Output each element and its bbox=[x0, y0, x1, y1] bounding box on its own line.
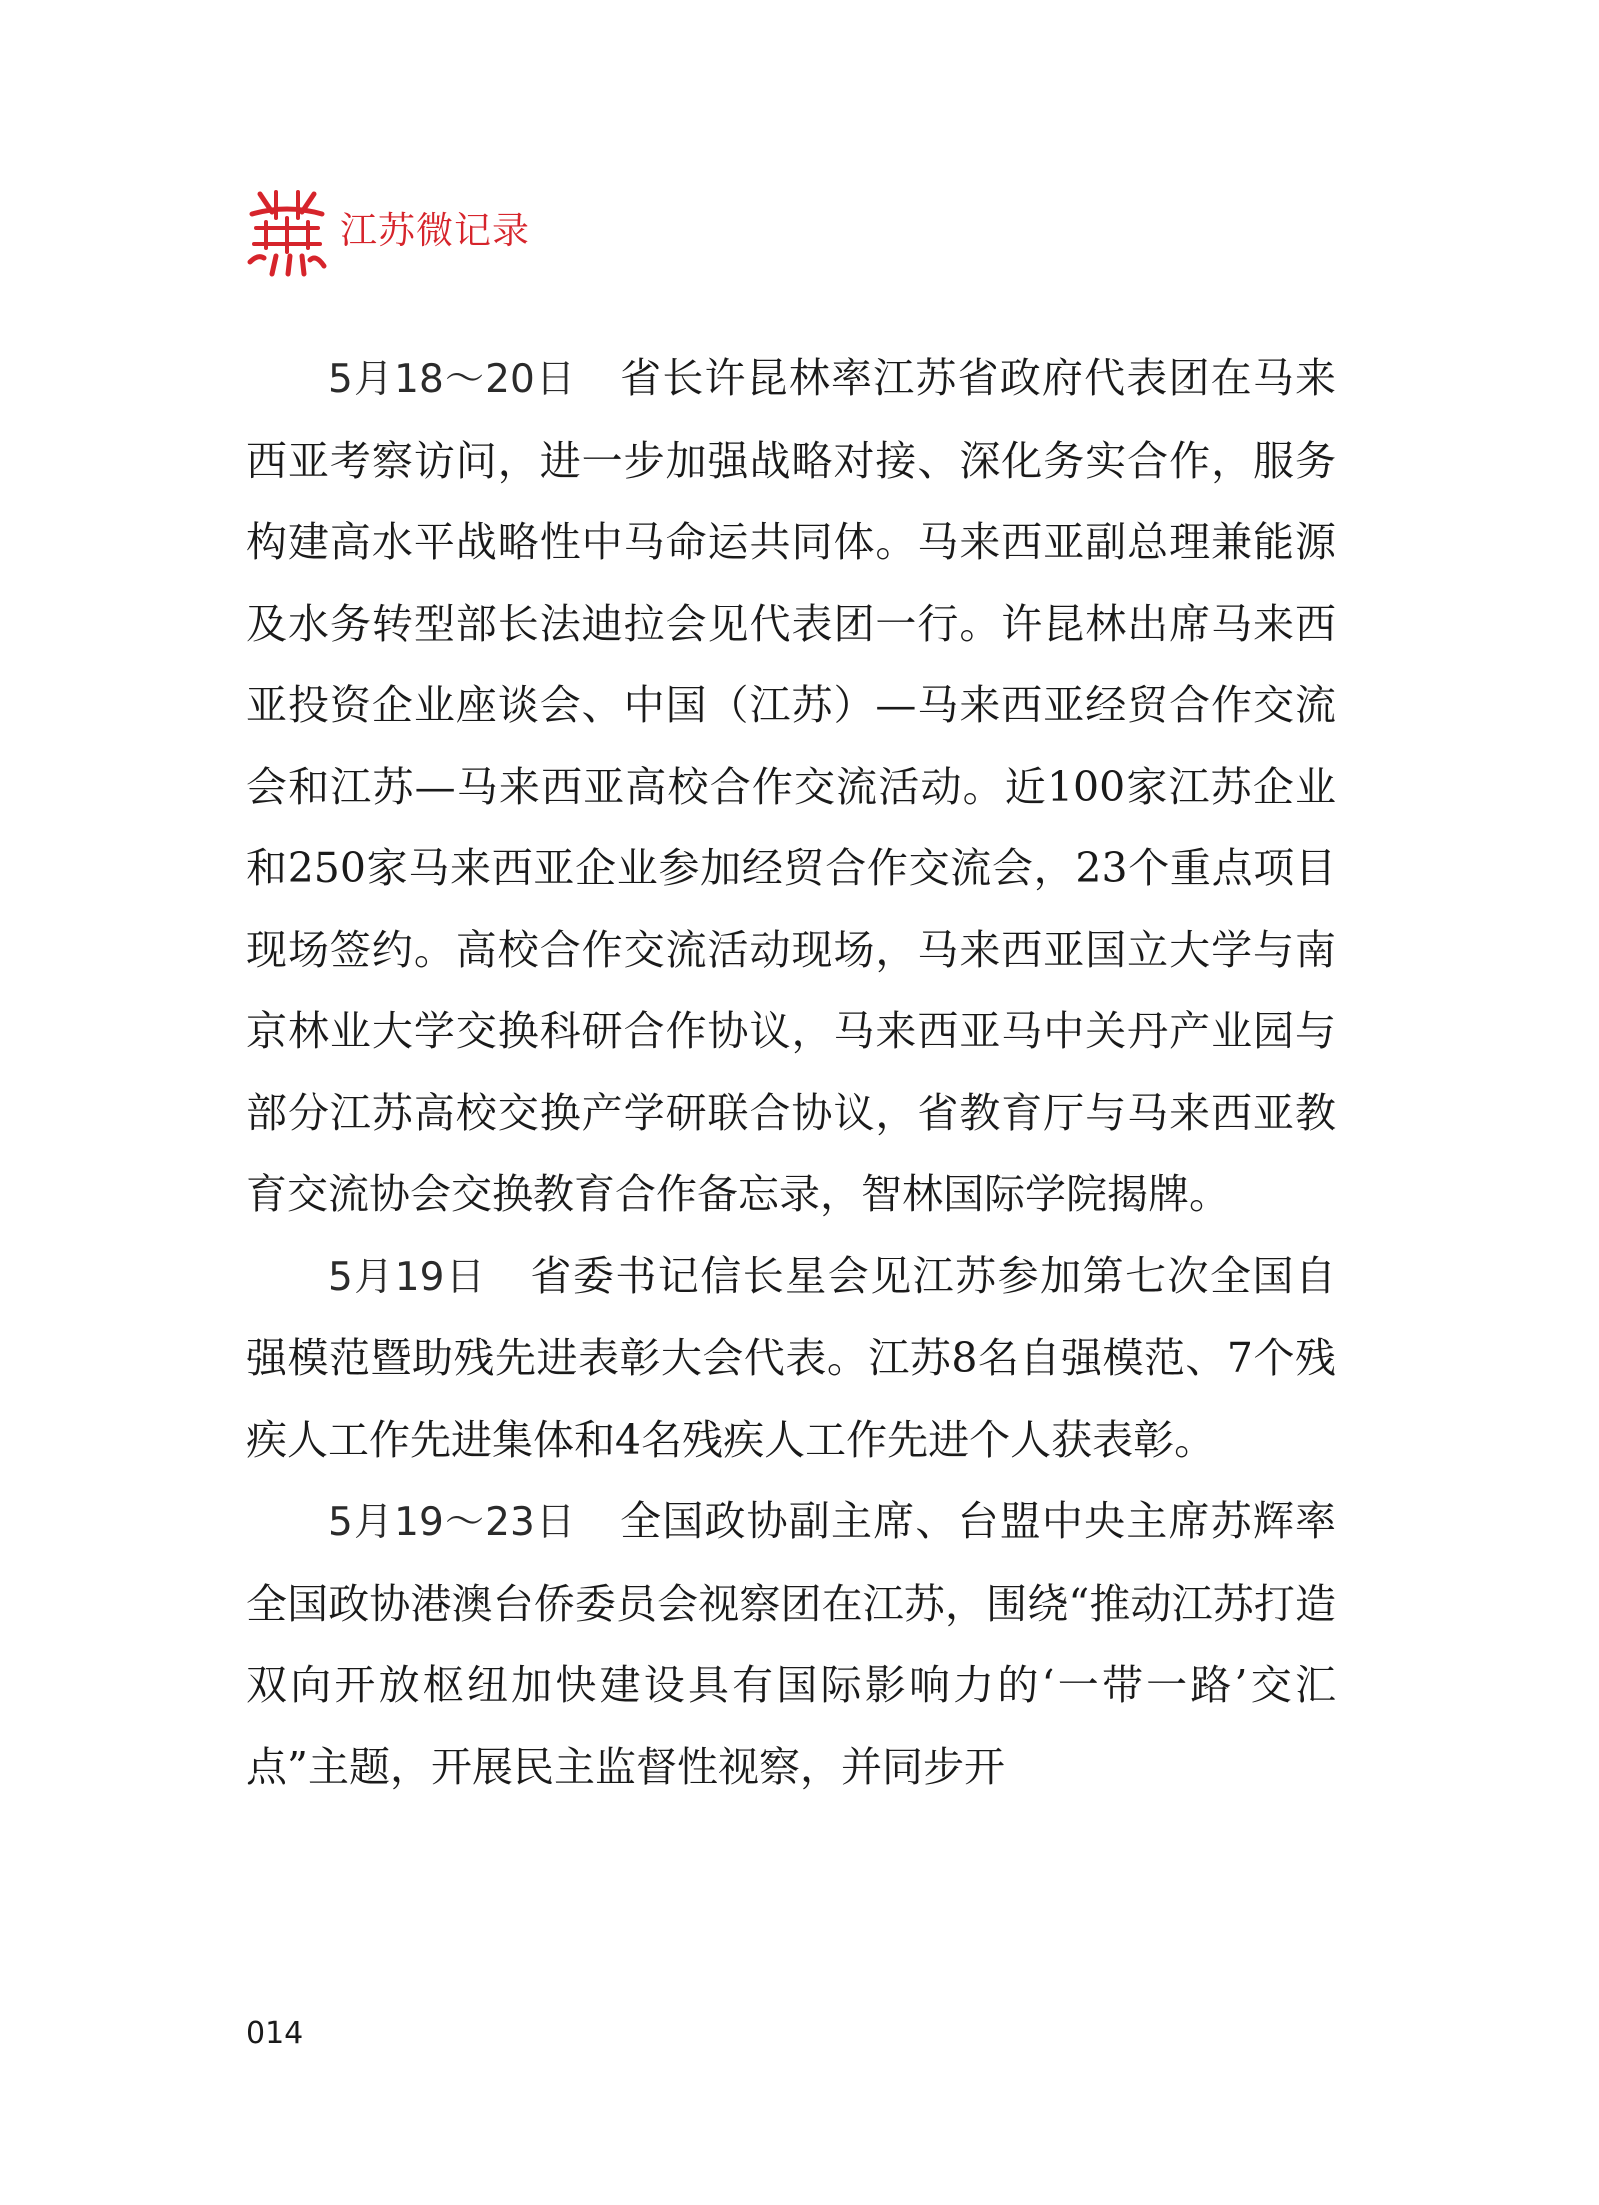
chronicle-entry bbox=[246, 1481, 1336, 1808]
jiangsu-seal-logo-icon bbox=[246, 188, 328, 278]
page-number: 014 bbox=[246, 2016, 304, 2051]
page-header bbox=[246, 188, 530, 278]
entry-text: 全国政协副主席、台盟中央主席苏辉率全国政协港澳台侨委员会视察团在江苏，围绕“推动江苏打造双向开放枢纽加快建设具有国际影响力的‘一带一路’交汇点”主题，开展民主监督性视察，并同步开 bbox=[246, 1497, 1336, 1791]
entry-text: 省委书记信长星会见江苏参加第七次全国自强模范暨助残先进表彰大会代表。江苏8名自强模范、7个残疾人工作先进集体和4名残疾人工作先进个人获表彰。 bbox=[246, 1251, 1336, 1464]
chronicle-body bbox=[246, 338, 1336, 1808]
entry-date: 5月18～20日 bbox=[328, 357, 577, 402]
entry-date: 5月19～23日 bbox=[328, 1500, 577, 1545]
entry-text: 省长许昆林率江苏省政府代表团在马来西亚考察访问，进一步加强战略对接、深化务实合作，服务构建高水平战略性中马命运共同体。马来西亚副总理兼能源及水务转型部长法迪拉会见代表团一行。许昆林出席马来西亚投资企业座谈会、中国（江苏）—马来西亚经贸合作交流会和江苏—马来西亚高校合作交流活动。近100家江苏企业和250家马来西亚企业参加经贸合作交流会，23个重点项目现场签约。高校合作交流活动现场，马来西亚国立大学与南京林业大学交换科研合作协议，马来西亚马中关丹产业园与部分江苏高校交换产学研联合协议，省教育厅与马来西亚教育交流协会交换教育合作备忘录，智林国际学院揭牌。 bbox=[246, 354, 1336, 1218]
chronicle-entry bbox=[246, 338, 1336, 1236]
chronicle-entry bbox=[246, 1236, 1336, 1482]
entry-date: 5月19日 bbox=[328, 1254, 487, 1300]
series-title: 江苏微记录 bbox=[340, 208, 530, 252]
